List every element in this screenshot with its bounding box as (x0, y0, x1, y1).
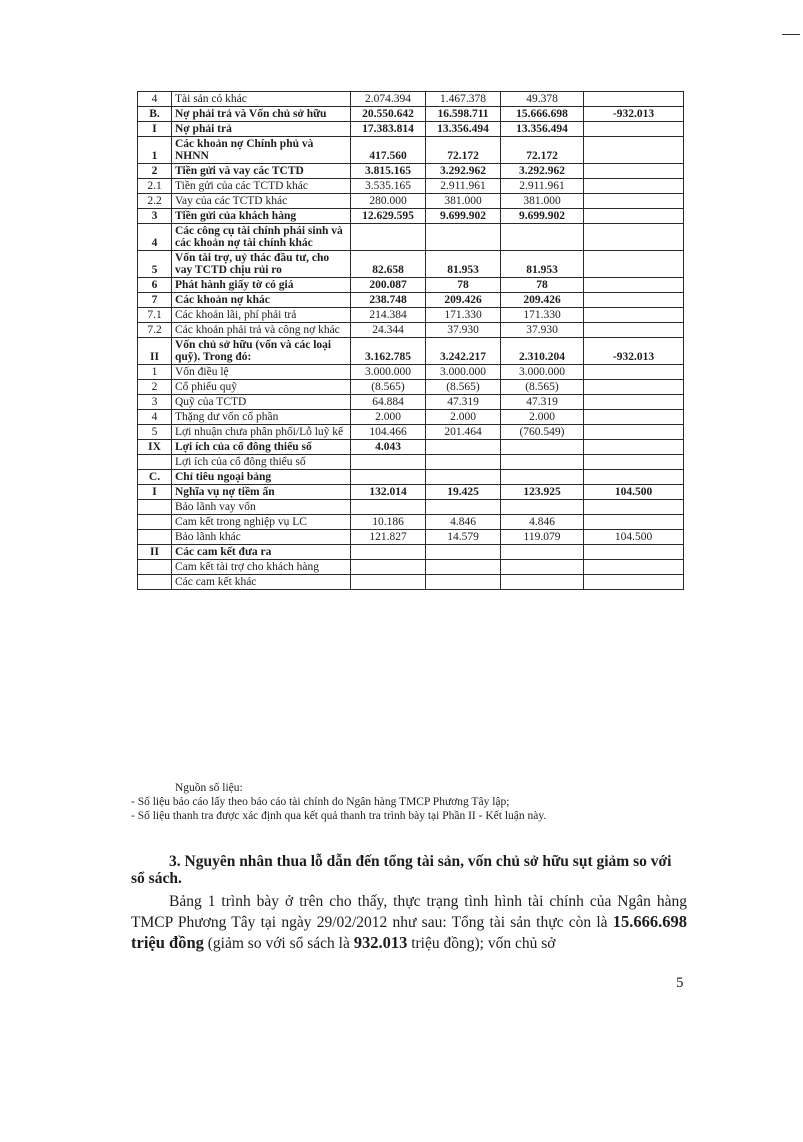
notes-line-1: - Số liệu báo cáo lấy theo báo cáo tài chính do Ngân hàng TMCP Phương Tây lập; (131, 796, 510, 808)
row-name: Quỹ của TCTD (172, 395, 351, 410)
balance-sheet-table (137, 91, 684, 590)
row-difference (584, 410, 684, 425)
table-row (138, 194, 684, 209)
row-actual: 3.292.962 (501, 164, 584, 179)
table-row (138, 515, 684, 530)
row-audited: 3.292.962 (426, 164, 501, 179)
row-reported: 280.000 (351, 194, 426, 209)
row-audited (426, 500, 501, 515)
table-row (138, 470, 684, 485)
row-actual: 47.319 (501, 395, 584, 410)
paragraph-text-mid: (giảm so với sổ sách là (203, 935, 354, 952)
table-row (138, 278, 684, 293)
row-audited: 14.579 (426, 530, 501, 545)
row-name: Chỉ tiêu ngoại bảng (172, 470, 351, 485)
paragraph-text-end: triệu đồng); vốn chủ sở (407, 935, 556, 952)
row-difference (584, 137, 684, 164)
row-audited: 381.000 (426, 194, 501, 209)
row-actual: 9.699.902 (501, 209, 584, 224)
row-actual: 15.666.698 (501, 107, 584, 122)
row-reported (351, 545, 426, 560)
row-name: Cổ phiếu quỹ (172, 380, 351, 395)
row-audited: 37.930 (426, 323, 501, 338)
row-audited: 2.911.961 (426, 179, 501, 194)
row-actual (501, 440, 584, 455)
row-audited: 81.953 (426, 251, 501, 278)
row-stt: I (138, 485, 172, 500)
table-row (138, 224, 684, 251)
row-reported: 64.884 (351, 395, 426, 410)
row-audited (426, 470, 501, 485)
row-reported: 121.827 (351, 530, 426, 545)
row-actual: 209.426 (501, 293, 584, 308)
table-row (138, 308, 684, 323)
row-audited (426, 224, 501, 251)
row-difference (584, 575, 684, 590)
table-row (138, 500, 684, 515)
row-actual: 381.000 (501, 194, 584, 209)
row-reported (351, 455, 426, 470)
table-row (138, 338, 684, 365)
row-actual: (8.565) (501, 380, 584, 395)
row-reported: 214.384 (351, 308, 426, 323)
row-reported (351, 575, 426, 590)
row-audited: 1.467.378 (426, 92, 501, 107)
row-audited (426, 560, 501, 575)
table-row (138, 137, 684, 164)
row-name: Nghĩa vụ nợ tiềm ẩn (172, 485, 351, 500)
row-difference (584, 470, 684, 485)
paragraph-bold-total: 15.666.698 triệu đồng (131, 912, 687, 952)
row-audited (426, 440, 501, 455)
table-row (138, 122, 684, 137)
row-name: Bảo lãnh khác (172, 530, 351, 545)
row-difference (584, 164, 684, 179)
table-row (138, 440, 684, 455)
row-difference: 104.500 (584, 530, 684, 545)
row-stt (138, 560, 172, 575)
source-notes (131, 781, 691, 823)
row-stt: I (138, 122, 172, 137)
row-audited: 9.699.902 (426, 209, 501, 224)
row-name: Lợi ích của cổ đông thiểu số (172, 440, 351, 455)
row-audited: 3.242.217 (426, 338, 501, 365)
table-row (138, 425, 684, 440)
table-row (138, 209, 684, 224)
row-reported: 104.466 (351, 425, 426, 440)
row-actual: 119.079 (501, 530, 584, 545)
row-actual (501, 470, 584, 485)
table-row (138, 485, 684, 500)
row-name: Vay của các TCTD khác (172, 194, 351, 209)
table-row (138, 530, 684, 545)
row-reported: 3.535.165 (351, 179, 426, 194)
table-row (138, 179, 684, 194)
row-difference (584, 515, 684, 530)
row-name: Phát hành giấy tờ có giá (172, 278, 351, 293)
row-audited: 201.464 (426, 425, 501, 440)
row-name: Các công cụ tài chính phái sinh và các khoản nợ tài chính khác (172, 224, 351, 251)
row-difference (584, 278, 684, 293)
row-stt: 2 (138, 164, 172, 179)
row-difference (584, 395, 684, 410)
row-stt (138, 500, 172, 515)
table-body (138, 92, 684, 590)
row-actual (501, 224, 584, 251)
row-audited: 4.846 (426, 515, 501, 530)
row-name: Các khoản lãi, phí phải trả (172, 308, 351, 323)
row-reported: 3.815.165 (351, 164, 426, 179)
row-audited: 171.330 (426, 308, 501, 323)
row-stt: 1 (138, 365, 172, 380)
row-stt: B. (138, 107, 172, 122)
table-row (138, 323, 684, 338)
row-stt: 2.1 (138, 179, 172, 194)
edge-mark (782, 34, 800, 35)
row-actual: 78 (501, 278, 584, 293)
row-difference (584, 323, 684, 338)
row-name: Các khoản nợ Chính phủ và NHNN (172, 137, 351, 164)
row-audited: 78 (426, 278, 501, 293)
row-stt: 7.1 (138, 308, 172, 323)
row-name: Lợi nhuận chưa phân phối/Lỗ luỹ kế (172, 425, 351, 440)
row-audited: 13.356.494 (426, 122, 501, 137)
row-actual: 2.911.961 (501, 179, 584, 194)
row-stt: 6 (138, 278, 172, 293)
row-reported: 12.629.595 (351, 209, 426, 224)
row-actual (501, 560, 584, 575)
row-name: Vốn tài trợ, uỷ thác đầu tư, cho vay TCTD chịu rủi ro (172, 251, 351, 278)
row-stt: 4 (138, 224, 172, 251)
row-stt: IX (138, 440, 172, 455)
table-row (138, 395, 684, 410)
row-stt: 5 (138, 251, 172, 278)
row-reported: 10.186 (351, 515, 426, 530)
table-row (138, 251, 684, 278)
row-name: Vốn điều lệ (172, 365, 351, 380)
row-actual: 13.356.494 (501, 122, 584, 137)
table-row (138, 410, 684, 425)
row-stt: II (138, 545, 172, 560)
row-reported (351, 560, 426, 575)
row-difference (584, 92, 684, 107)
row-reported: 82.658 (351, 251, 426, 278)
row-audited: 209.426 (426, 293, 501, 308)
row-name: Tiền gửi và vay các TCTD (172, 164, 351, 179)
row-name: Các khoản nợ khác (172, 293, 351, 308)
row-reported (351, 470, 426, 485)
row-reported: 4.043 (351, 440, 426, 455)
row-difference (584, 293, 684, 308)
row-actual: 81.953 (501, 251, 584, 278)
row-stt: 2.2 (138, 194, 172, 209)
row-difference (584, 251, 684, 278)
row-stt (138, 515, 172, 530)
row-difference (584, 194, 684, 209)
row-stt: 4 (138, 92, 172, 107)
row-name: Tiền gửi của khách hàng (172, 209, 351, 224)
section-heading: 3. Nguyên nhân thua lỗ dẫn đến tổng tài sản, vốn chủ sở hữu sụt giảm so với sổ sách. (131, 853, 672, 887)
row-difference (584, 545, 684, 560)
row-name: Nợ phải trả và Vốn chủ sở hữu (172, 107, 351, 122)
table-row (138, 560, 684, 575)
table-row (138, 365, 684, 380)
row-audited: 72.172 (426, 137, 501, 164)
row-actual (501, 455, 584, 470)
row-difference (584, 500, 684, 515)
row-stt: 3 (138, 209, 172, 224)
row-reported: (8.565) (351, 380, 426, 395)
table-row (138, 107, 684, 122)
row-reported (351, 224, 426, 251)
row-name: Thặng dư vốn cổ phần (172, 410, 351, 425)
row-name: Tài sản có khác (172, 92, 351, 107)
row-difference (584, 209, 684, 224)
row-stt (138, 530, 172, 545)
table-row (138, 575, 684, 590)
row-difference (584, 224, 684, 251)
row-actual: 2.000 (501, 410, 584, 425)
row-actual: (760.549) (501, 425, 584, 440)
row-difference (584, 560, 684, 575)
row-difference: 104.500 (584, 485, 684, 500)
row-stt: 7 (138, 293, 172, 308)
row-audited: 47.319 (426, 395, 501, 410)
row-name: Nợ phải trả (172, 122, 351, 137)
row-stt: 2 (138, 380, 172, 395)
row-difference: -932.013 (584, 107, 684, 122)
row-difference (584, 122, 684, 137)
row-audited: 16.598.711 (426, 107, 501, 122)
page-number: 5 (676, 975, 684, 991)
row-actual (501, 500, 584, 515)
row-reported: 24.344 (351, 323, 426, 338)
row-audited (426, 575, 501, 590)
row-reported: 20.550.642 (351, 107, 426, 122)
row-stt: II (138, 338, 172, 365)
row-audited (426, 545, 501, 560)
row-stt: 5 (138, 425, 172, 440)
row-actual: 3.000.000 (501, 365, 584, 380)
row-difference (584, 179, 684, 194)
table-row (138, 455, 684, 470)
row-reported: 2.074.394 (351, 92, 426, 107)
row-name: Lợi ích của cổ đông thiểu số (172, 455, 351, 470)
row-difference (584, 455, 684, 470)
table-row (138, 92, 684, 107)
row-reported: 132.014 (351, 485, 426, 500)
row-difference (584, 308, 684, 323)
row-reported: 417.560 (351, 137, 426, 164)
row-name: Cam kết trong nghiệp vụ LC (172, 515, 351, 530)
row-actual: 49.378 (501, 92, 584, 107)
row-name: Bảo lãnh vay vốn (172, 500, 351, 515)
row-stt: C. (138, 470, 172, 485)
row-name: Vốn chủ sở hữu (vốn và các loại quỹ). Trong đó: (172, 338, 351, 365)
row-actual: 171.330 (501, 308, 584, 323)
row-name: Cam kết tài trợ cho khách hàng (172, 560, 351, 575)
row-stt: 3 (138, 395, 172, 410)
row-reported: 200.087 (351, 278, 426, 293)
row-name: Tiền gửi của các TCTD khác (172, 179, 351, 194)
row-actual: 72.172 (501, 137, 584, 164)
row-actual: 37.930 (501, 323, 584, 338)
row-difference (584, 380, 684, 395)
section-paragraph (131, 892, 687, 954)
row-reported: 3.000.000 (351, 365, 426, 380)
row-stt (138, 575, 172, 590)
row-actual: 2.310.204 (501, 338, 584, 365)
row-name: Các cam kết đưa ra (172, 545, 351, 560)
table-row (138, 164, 684, 179)
row-reported: 17.383.814 (351, 122, 426, 137)
paragraph-text-start: Bảng 1 trình bày ở trên cho thấy, thực trạng tình hình tài chính của Ngân hàng TMCP Phương Tây tại ngày 29/02/2012 như sau: Tổng tài sản thực còn là (131, 893, 687, 931)
notes-line-2: - Số liệu thanh tra được xác định qua kết quả thanh tra trình bày tại Phần II - Kết luận này. (131, 810, 547, 822)
row-reported (351, 500, 426, 515)
row-stt (138, 455, 172, 470)
row-actual (501, 545, 584, 560)
row-difference (584, 425, 684, 440)
row-reported: 3.162.785 (351, 338, 426, 365)
row-difference (584, 365, 684, 380)
row-audited: 2.000 (426, 410, 501, 425)
row-audited (426, 455, 501, 470)
row-reported: 238.748 (351, 293, 426, 308)
row-reported: 2.000 (351, 410, 426, 425)
row-audited: 19.425 (426, 485, 501, 500)
row-difference (584, 440, 684, 455)
table-row (138, 380, 684, 395)
row-stt: 4 (138, 410, 172, 425)
paragraph-bold-decrease: 932.013 (353, 933, 408, 952)
row-stt: 7.2 (138, 323, 172, 338)
row-name: Các cam kết khác (172, 575, 351, 590)
row-actual (501, 575, 584, 590)
row-audited: (8.565) (426, 380, 501, 395)
row-name: Các khoản phải trả và công nợ khác (172, 323, 351, 338)
row-actual: 4.846 (501, 515, 584, 530)
row-audited: 3.000.000 (426, 365, 501, 380)
row-actual: 123.925 (501, 485, 584, 500)
table-row (138, 545, 684, 560)
row-stt: 1 (138, 137, 172, 164)
row-difference: -932.013 (584, 338, 684, 365)
notes-title: Nguồn số liệu: (175, 782, 243, 794)
table-row (138, 293, 684, 308)
